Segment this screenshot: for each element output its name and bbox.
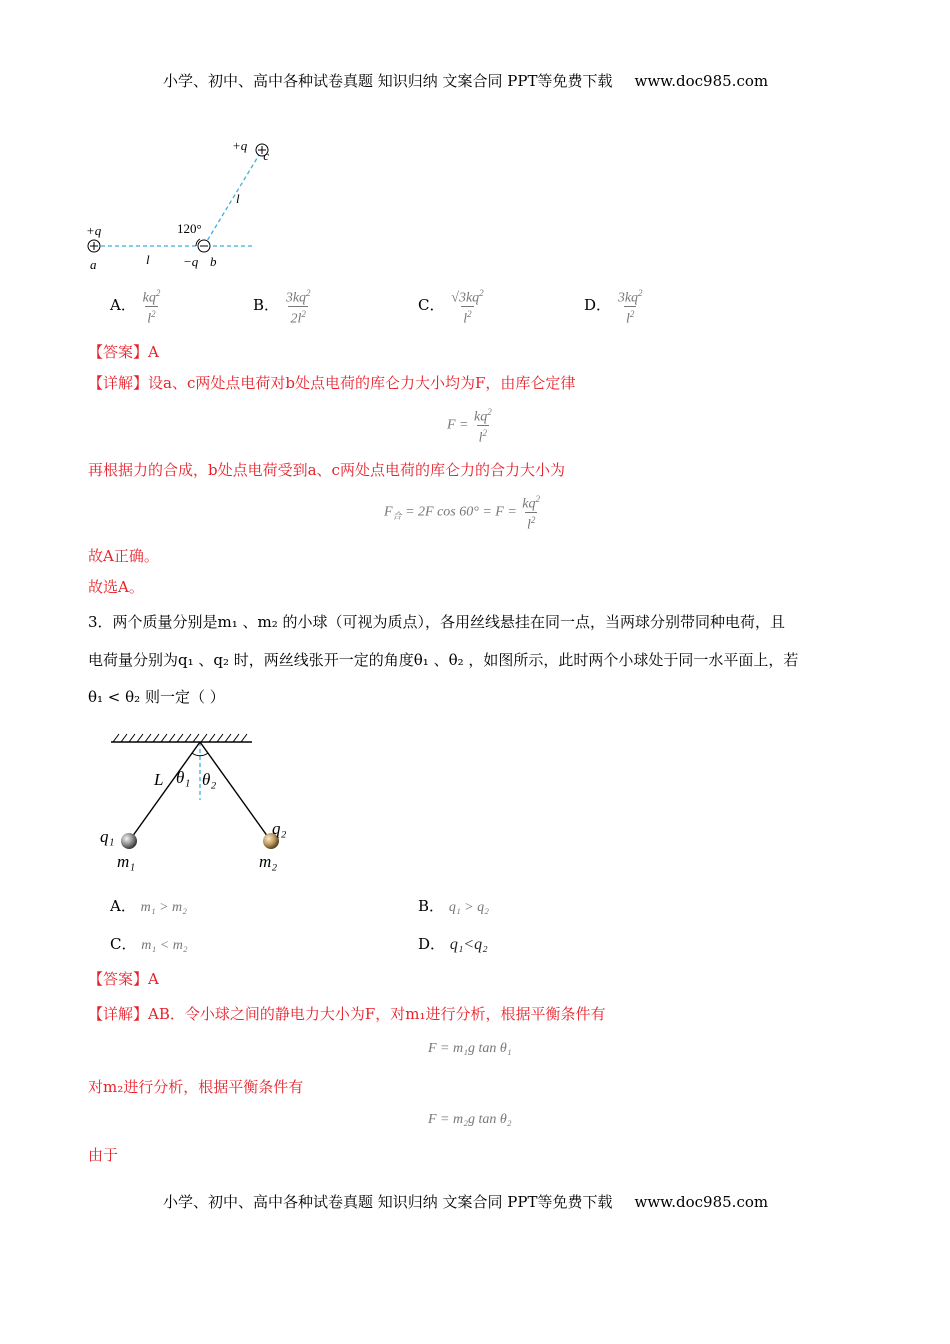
q3-detail-2: 对m₂进行分析，根据平衡条件有 — [88, 1078, 304, 1096]
charge-b-value: −q — [183, 254, 199, 269]
q3-formula-2: F = m₂g tan θ₂ — [428, 1112, 512, 1127]
q3-answer: 【答案】A — [88, 970, 159, 988]
header-url[interactable]: www.doc985.com — [634, 72, 769, 90]
q3-option-c[interactable]: C． m₁ < m₂ — [110, 935, 188, 953]
q2-formula-1: F = $\frac{kq^2}{l^2}$ — [447, 407, 492, 446]
q3-option-b[interactable]: B． q₁ > q₂ — [418, 897, 489, 915]
label-a: a — [90, 257, 97, 272]
header-text: 小学、初中、高中各种试卷真题 知识归纳 文案合同 PPT等免费下载 — [163, 72, 613, 90]
q3-detail-1: 【详解】AB．令小球之间的静电力大小为F，对m₁进行分析，根据平衡条件有 — [88, 1005, 606, 1023]
q3-option-a[interactable]: A． m₁ > m₂ — [110, 897, 188, 915]
q3-detail-3: 由于 — [88, 1146, 119, 1164]
q2-detail-1: 【详解】设a、c两处点电荷对b处点电荷的库仑力大小均为F，由库仑定律 — [88, 374, 576, 392]
label-c: c — [263, 148, 269, 163]
angle-arcs — [192, 753, 208, 756]
footer-url[interactable]: www.doc985.com — [634, 1193, 769, 1211]
q2-conclusion-1: 故A正确。 — [88, 547, 159, 565]
theta-1-label: θ₁ — [176, 768, 191, 787]
q2-option-c[interactable]: C． $\frac{√3kq^2}{l^2}$ — [418, 288, 484, 327]
q2-option-b[interactable]: B． $\frac{3kq^2}{2l^2}$ — [253, 288, 311, 327]
charges-figure — [80, 132, 270, 274]
pendulum-figure — [96, 728, 306, 874]
q3-option-d[interactable]: D． q₁<q₂ — [418, 935, 488, 953]
theta-2-label: θ₂ — [202, 770, 217, 789]
charge-c-value: +q — [232, 138, 248, 153]
q2-answer: 【答案】A — [88, 343, 159, 361]
q3-stem-line-3: θ₁ < θ₂ 则一定（ ） — [88, 688, 225, 706]
q2-option-d[interactable]: D． $\frac{3kq^2}{l^2}$ — [584, 288, 643, 327]
q3-stem-line-1: 3．两个质量分别是m₁ 、m₂ 的小球（可视为质点），各用丝线悬挂在同一点，当两球分别带同种电荷，且 — [88, 613, 786, 631]
m1-label: m₁ — [117, 852, 136, 871]
q3-stem-line-2: 电荷量分别为q₁ 、q₂ 时，两丝线张开一定的角度θ₁ 、θ₂ ，如图所示，此时两个小球处于同一水平面上，若 — [88, 651, 799, 669]
ceiling-hatch — [113, 734, 247, 742]
page-header — [163, 70, 768, 91]
q1-label: q₁ — [100, 827, 115, 846]
side-dashed — [204, 150, 262, 246]
q2-formula-2: $F_合 = 2F$ cos 60° = F = $\frac{kq^2}{l^2}$ — [384, 494, 541, 533]
q2-detail-2: 再根据力的合成，b处点电荷受到a、c两处点电荷的库仑力的合力大小为 — [88, 461, 565, 479]
q3-formula-1: F = m₁g tan θ₁ — [428, 1041, 512, 1056]
q2-conclusion-2: 故选A。 — [88, 578, 144, 596]
length-l-side: l — [236, 191, 240, 206]
q2-option-a[interactable]: A． $\frac{kq^2}{l^2}$ — [110, 288, 161, 327]
charge-a — [88, 240, 100, 252]
charge-a-value: +q — [86, 223, 102, 238]
string-2 — [200, 742, 268, 837]
length-L: L — [154, 770, 164, 789]
label-b: b — [210, 254, 217, 269]
ball-1 — [121, 833, 137, 849]
q2-label: q₂ — [272, 819, 287, 838]
length-l-base: l — [146, 252, 150, 267]
charge-b — [198, 240, 210, 252]
footer-text: 小学、初中、高中各种试卷真题 知识归纳 文案合同 PPT等免费下载 — [163, 1193, 613, 1211]
string-1 — [132, 742, 200, 837]
page-footer — [163, 1191, 768, 1212]
angle-label: 120° — [177, 221, 202, 236]
m2-label: m₂ — [259, 852, 278, 871]
